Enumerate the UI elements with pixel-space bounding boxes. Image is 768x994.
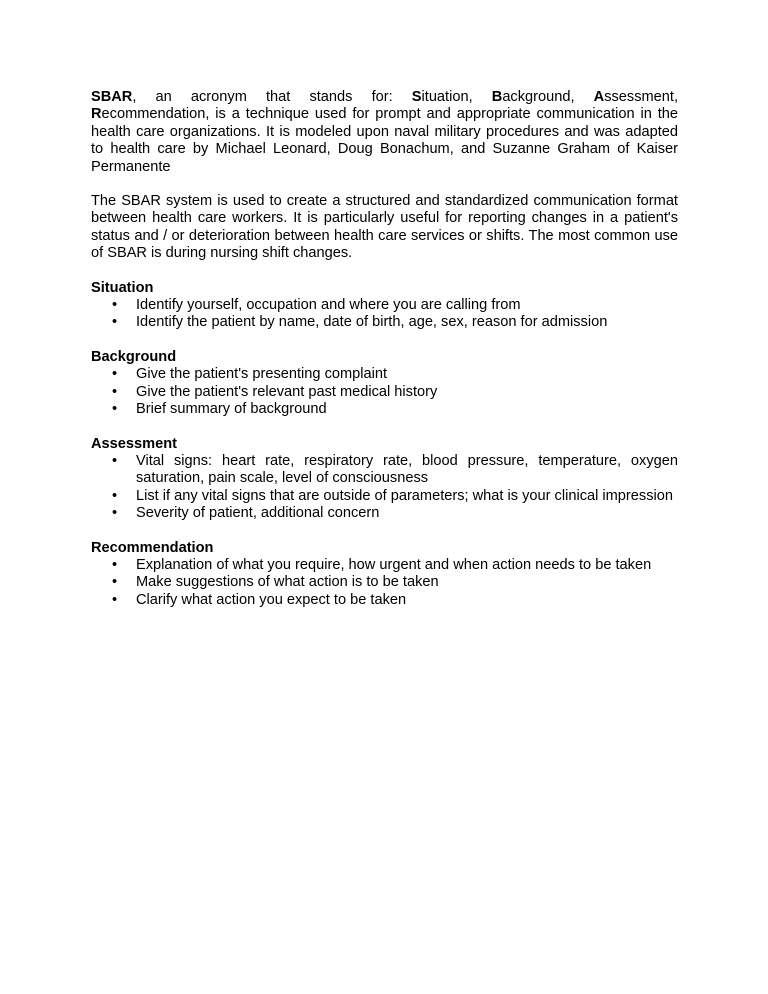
list-item	[91, 453, 678, 488]
intro-paragraph	[91, 89, 678, 176]
list-item	[91, 401, 678, 418]
section-heading: Background	[91, 348, 177, 365]
bullet-icon: •	[112, 574, 118, 591]
list-item-text: List if any vital signs that are outside of parameters; what is your clinical impression	[136, 487, 673, 504]
section-heading: Situation	[91, 279, 154, 296]
bullet-icon: •	[112, 452, 118, 469]
acronym-sbar: SBAR	[91, 89, 133, 105]
bullet-icon: •	[112, 314, 118, 331]
acronym-letter-r: R	[91, 106, 102, 123]
intro-text: , an acronym that stands for:	[132, 89, 412, 105]
list-item	[91, 574, 678, 591]
bullet-icon: •	[112, 401, 118, 418]
bullet-icon: •	[112, 297, 118, 314]
list-item-text: Give the patient's presenting complaint	[136, 366, 388, 383]
bullet-icon: •	[112, 505, 118, 522]
bullet-icon: •	[112, 383, 118, 400]
bullet-list	[91, 297, 678, 332]
list-item-text: Brief summary of background	[136, 401, 327, 418]
list-item	[91, 505, 678, 522]
list-item	[91, 592, 678, 609]
section-background	[91, 349, 678, 419]
system-paragraph: The SBAR system is used to create a structured and standardized communication format between health care workers. It is particularly useful for reporting changes in a patient's status and / or deterioration between health care services or shifts. The most common use of SBAR is during nursing shift changes.	[91, 193, 678, 262]
bullet-icon: •	[112, 556, 118, 573]
list-item	[91, 297, 678, 314]
list-item-text: Identify yourself, occupation and where you are calling from	[136, 297, 521, 314]
list-item-text: Severity of patient, additional concern	[136, 505, 380, 522]
intro-text: ackground,	[502, 89, 594, 105]
list-item	[91, 314, 678, 331]
list-item	[91, 384, 678, 401]
list-item	[91, 557, 678, 574]
intro-text: ssessment,	[604, 89, 679, 105]
list-item	[91, 366, 678, 383]
list-item-text: Make suggestions of what action is to be taken	[136, 574, 439, 591]
section-situation	[91, 280, 678, 332]
acronym-letter-b: B	[491, 89, 503, 105]
acronym-letter-a: A	[593, 89, 605, 105]
list-item-text: Give the patient's relevant past medical history	[136, 383, 438, 400]
bullet-list	[91, 453, 678, 523]
bullet-icon: •	[112, 487, 118, 504]
list-item-text: Vital signs: heart rate, respiratory rate, blood pressure, temperature, oxygen saturation, pain scale, level of consciousness	[136, 452, 678, 487]
list-item-text: Explanation of what you require, how urgent and when action needs to be taken	[136, 556, 652, 573]
list-item-text: Clarify what action you expect to be taken	[136, 591, 407, 608]
section-assessment	[91, 436, 678, 523]
bullet-icon: •	[112, 366, 118, 383]
list-item-text: Identify the patient by name, date of birth, age, sex, reason for admission	[136, 314, 608, 331]
section-heading: Recommendation	[91, 539, 214, 556]
intro-text: ituation,	[421, 89, 492, 105]
bullet-list	[91, 557, 678, 609]
list-item	[91, 488, 678, 505]
bullet-icon: •	[112, 591, 118, 608]
section-recommendation	[91, 540, 678, 610]
acronym-letter-s: S	[411, 89, 422, 105]
section-heading: Assessment	[91, 435, 177, 452]
intro-text: ecommendation, is a technique used for prompt and appropriate communication in the health care organizations. It is modeled upon naval military procedures and was adapted to health care by Michael Leonard, Doug Bonachum, and Suzanne Graham of Kaiser Permanente	[91, 106, 678, 175]
bullet-list	[91, 366, 678, 418]
